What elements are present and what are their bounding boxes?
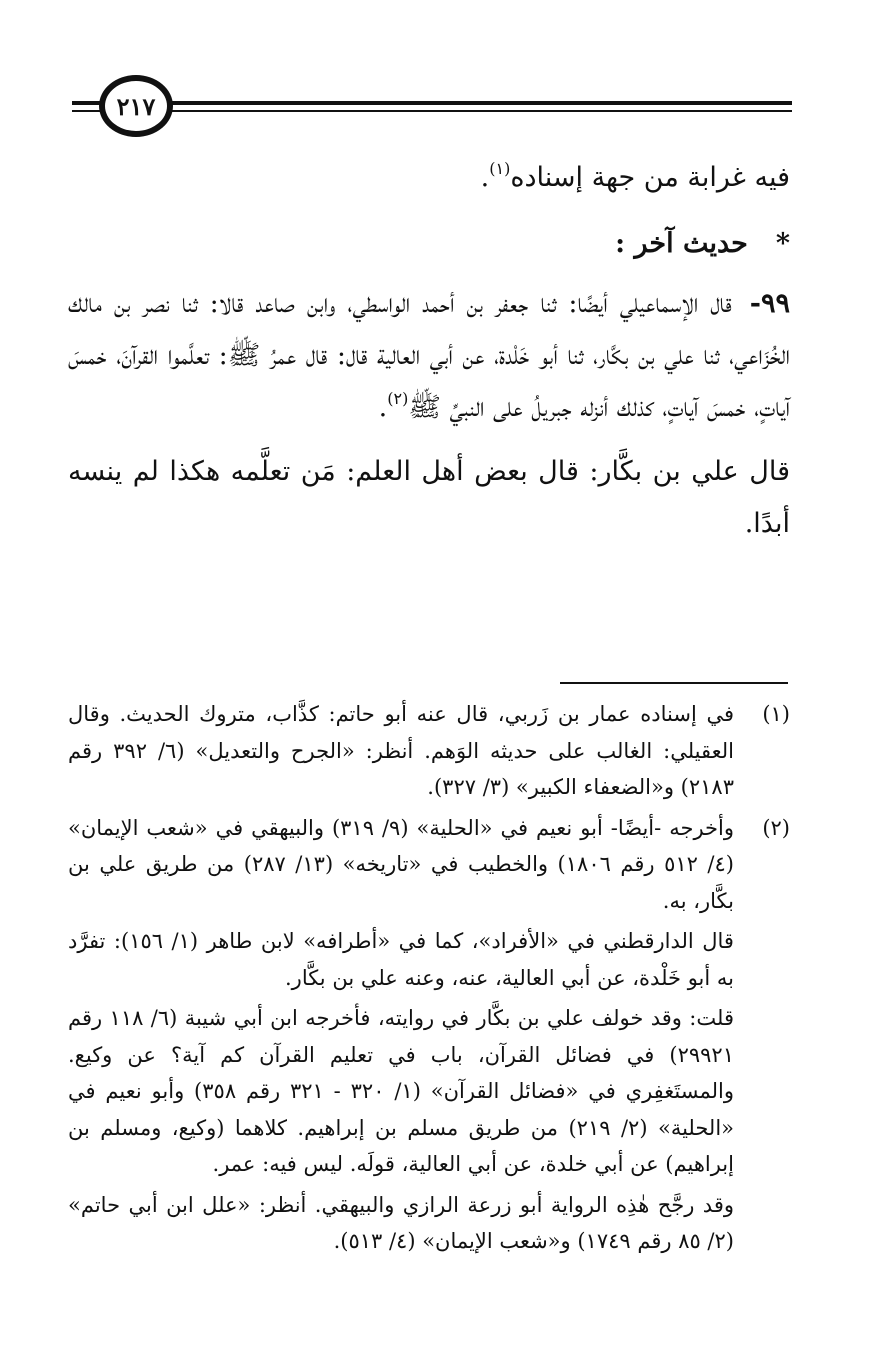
- footnote-paragraph: قال الدارقطني في «الأفراد»، كما في «أطرافه» لابن طاهر (١/ ١٥٦): تفرَّد به أبو خَلْدة، عن أبي العالية، عنه، وعنه علي بن بكَّار.: [68, 929, 734, 990]
- footnote-paragraph: في إسناده عمار بن زَربي، قال عنه أبو حاتم: كذَّاب، متروك الحديث. وقال العقيلي: الغالب على حديثه الوَهم. أنظر: «الجرح والتعديل» (٦/ ٣٩٢ رقم ٢١٨٣) و«الضعفاء الكبير» (٣/ ٣٢٧).: [68, 702, 734, 799]
- hadith-paragraph: [68, 278, 790, 434]
- header-rule-thick: [72, 101, 792, 105]
- section-heading: [68, 218, 790, 270]
- page-number: ٢١٧: [99, 75, 173, 137]
- footnote-ref-1[interactable]: (١): [489, 159, 511, 178]
- hadith-text: قال الإسماعيلي أيضًا: ثنا جعفر بن أحمد الواسطي، وابن صاعد قالا: ثنا نصر بن مالك الخُزَاعي، ثنا علي بن بكَّار، ثنا أبو خَلْدة، عن أبي العالية قال: قال عمرُ ﷺ: تعلَّموا القرآنَ، خمسَ آياتٍ، خمسَ آياتٍ، كذلك أنزله جبريلُ على النبيِّ ﷺ: [68, 288, 790, 423]
- intro-text: فيه غرابة من جهة إسناده: [510, 162, 790, 193]
- footnote-number: (١): [762, 702, 790, 726]
- header-rule-thin: [72, 110, 792, 112]
- intro-end: .: [480, 162, 490, 193]
- footnote-paragraph: قلت: وقد خولف علي بن بكَّار في روايته، فأخرجه ابن أبي شيبة (٦/ ١١٨ رقم ٢٩٩٢١) في فضائل القرآن، باب في تعليم القرآن كم آية؟ عن وكيع. والمستَغفِري في «فضائل القرآن» (١/ ٣٢٠ - ٣٢١ رقم ٣٥٨) وأبو نعيم في «الحلية» (٢/ ٢١٩) من طريق مسلم بن إبراهيم. كلاهما (وكيع، ومسلم بن إبراهيم) عن أبي خلدة، عن أبي العالية، قولَه. ليس فيه: عمر.: [68, 1006, 735, 1176]
- footnote-1: [68, 696, 790, 806]
- star-icon: *: [775, 228, 790, 259]
- footnotes: [68, 696, 790, 1260]
- hadith-number: ٩٩-: [749, 288, 790, 319]
- main-text: [68, 152, 790, 550]
- footnote-divider: [560, 682, 788, 684]
- intro-paragraph: [68, 152, 790, 204]
- footnote-paragraph: وأخرجه -أيضًا- أبو نعيم في «الحلية» (٩/ ٣١٩) والبيهقي في «شعب الإيمان» (٤/ ٥١٢ رقم ١٨٠٦) والخطيب في «تاريخه» (١٣/ ٢٨٧) من طريق علي بن بكَّار، به.: [68, 815, 734, 913]
- section-heading-text: حديث آخر :: [615, 228, 748, 259]
- closing-paragraph: قال علي بن بكَّار: قال بعض أهل العلم: مَن تعلَّمه هكذا لم ينسه أبدًا.: [68, 456, 790, 539]
- footnote-ref-2[interactable]: (٢): [387, 389, 409, 408]
- footnote-2: [68, 810, 790, 1260]
- hadith-end: .: [378, 392, 388, 423]
- page-header: [0, 70, 873, 150]
- footnote-number: (٢): [762, 815, 790, 840]
- footnote-paragraph: وقد رجَّح هٰذِه الرواية أبو زرعة الرازي والبيهقي. أنظر: «علل ابن أبي حاتم» (٢/ ٨٥ رقم ١٧٤٩) و«شعب الإيمان» (٤/ ٥١٣).: [68, 1192, 734, 1253]
